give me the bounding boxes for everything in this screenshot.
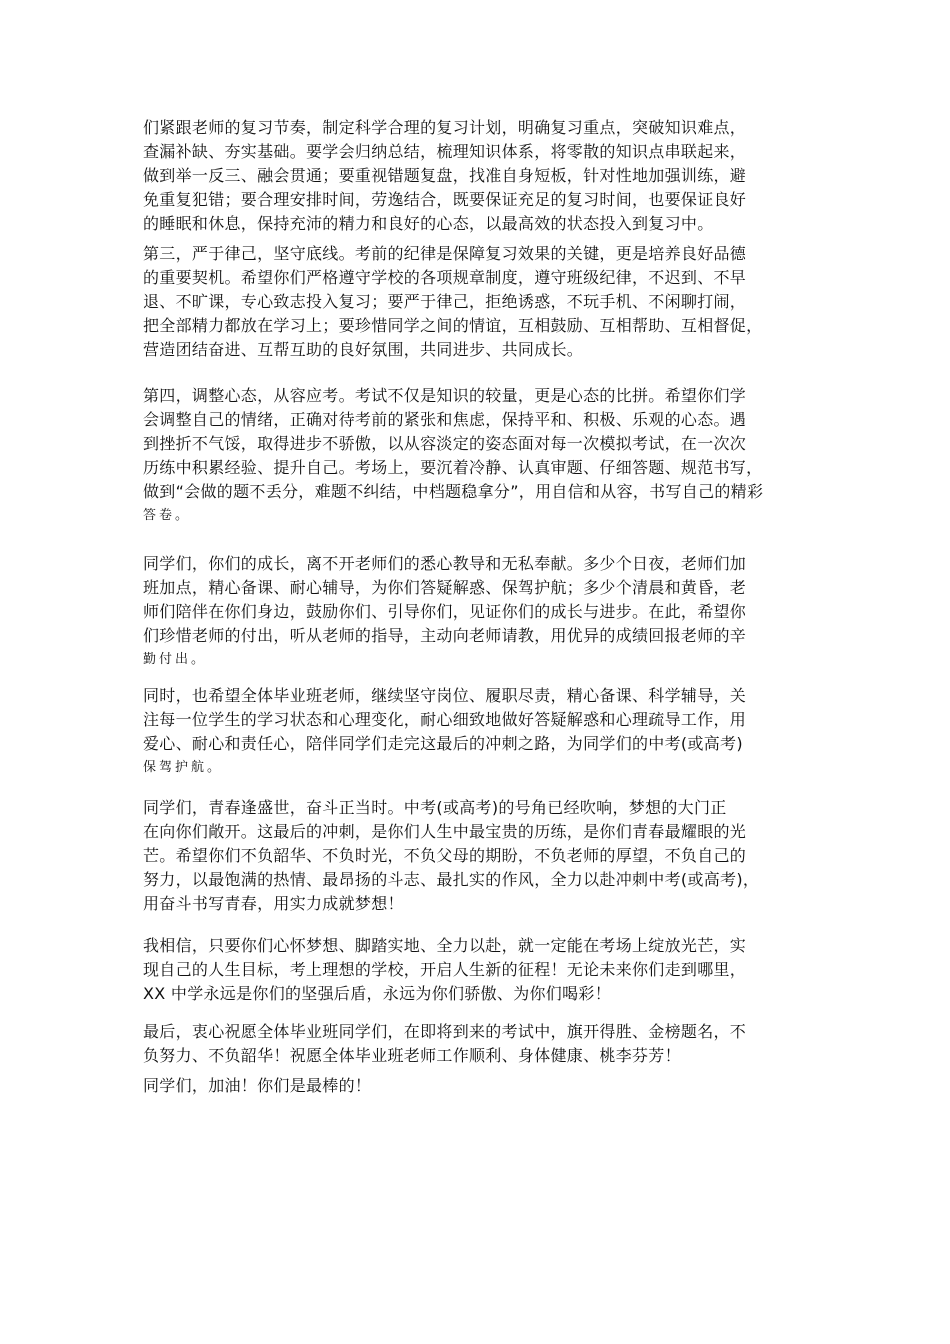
text-line: 负努力、不负韶华！祝愿全体毕业班老师工作顺利、身体健康、桃李芬芳！ [143, 1046, 681, 1065]
text-line: 退、不旷课，专心致志投入复习；要严于律己，拒绝诱惑，不玩手机、不闲聊打闹， [143, 292, 747, 311]
paragraph-belief [143, 934, 808, 1006]
text-line: 注每一位学生的学习状态和心理变化，耐心细致地做好答疑解惑和心理疏导工作，用 [143, 710, 747, 729]
paragraph-review-plan [143, 116, 808, 236]
paragraph-youth-struggle [143, 796, 808, 916]
text-line: 用奋斗书写青春，用实力成就梦想！ [143, 894, 404, 913]
text-line: 们紧跟老师的复习节奏，制定科学合理的复习计划，明确复习重点，突破知识难点， [143, 118, 747, 137]
text-line: 第四，调整心态，从容应考。考试不仅是知识的较量，更是心态的比拼。希望你们学 [143, 386, 747, 405]
paragraph-blessing [143, 1020, 808, 1068]
text-line: 爱心、耐心和责任心，陪伴同学们走完这最后的冲刺之路，为同学们的中考(或高考) [143, 734, 743, 753]
paragraph-third-discipline [143, 242, 808, 362]
text-line: 现自己的人生目标，考上理想的学校，开启人生新的征程！无论未来你们走到哪里， [143, 960, 747, 979]
text-line: 营造团结奋进、互帮互助的良好氛围，共同进步、共同成长。 [143, 340, 584, 359]
text-line: 最后，衷心祝愿全体毕业班同学们，在即将到来的考试中，旗开得胜、金榜题名，不 [143, 1022, 747, 1041]
text-line-tail: 答卷。 [143, 508, 192, 523]
text-line: 的睡眠和休息，保持充沛的精力和良好的心态，以最高效的状态投入到复习中。 [143, 214, 714, 233]
text-line: 做到“会做的题不丢分，难题不纠结，中档题稳拿分”，用自信和从容，书写自己的精彩 [143, 482, 764, 501]
text-line-tail: 勤付出。 [143, 652, 208, 667]
text-line: 的重要契机。希望你们严格遵守学校的各项规章制度，遵守班级纪律，不迟到、不早 [143, 268, 747, 287]
text-line: XX 中学永远是你们的坚强后盾，永远为你们骄傲、为你们喝彩！ [143, 984, 612, 1003]
text-line: 同学们，加油！你们是最棒的！ [143, 1076, 372, 1095]
paragraph-teachers-duty [143, 684, 808, 780]
text-line: 班加点，精心备课、耐心辅导，为你们答疑解惑、保驾护航；多少个清晨和黄昏，老 [143, 578, 747, 597]
text-line: 同学们，青春逢盛世，奋斗正当时。中考(或高考)的号角已经吹响，梦想的大门正 [143, 798, 727, 817]
text-line: 历练中积累经验、提升自己。考场上，要沉着冷静、认真审题、仔细答题、规范书写， [143, 458, 763, 477]
text-line: 芒。希望你们不负韶华、不负时光，不负父母的期盼，不负老师的厚望，不负自己的 [143, 846, 747, 865]
text-line: 我相信，只要你们心怀梦想、脚踏实地、全力以赴，就一定能在考场上绽放光芒，实 [143, 936, 747, 955]
text-line: 第三，严于律己，坚守底线。考前的纪律是保障复习效果的关键，更是培养良好品德 [143, 244, 747, 263]
text-line: 做到举一反三、融会贯通；要重视错题复盘，找准自身短板，针对性地加强训练，避 [143, 166, 747, 185]
text-line: 查漏补缺、夯实基础。要学会归纳总结，梳理知识体系，将零散的知识点串联起来， [143, 142, 747, 161]
text-line: 把全部精力都放在学习上；要珍惜同学之间的情谊，互相鼓励、互相帮助、互相督促， [143, 316, 763, 335]
paragraph-fourth-mindset [143, 384, 808, 528]
paragraph-closing-cheer [143, 1074, 808, 1098]
text-line: 努力，以最饱满的热情、最昂扬的斗志、最扎实的作风，全力以赴冲刺中考(或高考)， [143, 870, 760, 889]
text-line: 会调整自己的情绪，正确对待考前的紧张和焦虑，保持平和、积极、乐观的心态。遇 [143, 410, 747, 429]
text-line: 在向你们敞开。这最后的冲刺，是你们人生中最宝贵的历练，是你们青春最耀眼的光 [143, 822, 747, 841]
text-line: 免重复犯错；要合理安排时间，劳逸结合，既要保证充足的复习时间，也要保证良好 [143, 190, 747, 209]
text-line-tail: 保驾护航。 [143, 760, 224, 775]
text-line: 师们陪伴在你们身边，鼓励你们、引导你们，见证你们的成长与进步。在此，希望你 [143, 602, 747, 621]
text-line: 到挫折不气馁，取得进步不骄傲，以从容淡定的姿态面对每一次模拟考试，在一次次 [143, 434, 747, 453]
text-line: 同时，也希望全体毕业班老师，继续坚守岗位、履职尽责，精心备课、科学辅导，关 [143, 686, 747, 705]
text-line: 们珍惜老师的付出，听从老师的指导，主动向老师请教，用优异的成绩回报老师的辛 [143, 626, 747, 645]
paragraph-teachers-dedication [143, 552, 808, 672]
text-line: 同学们，你们的成长，离不开老师们的悉心教导和无私奉献。多少个日夜，老师们加 [143, 554, 747, 573]
